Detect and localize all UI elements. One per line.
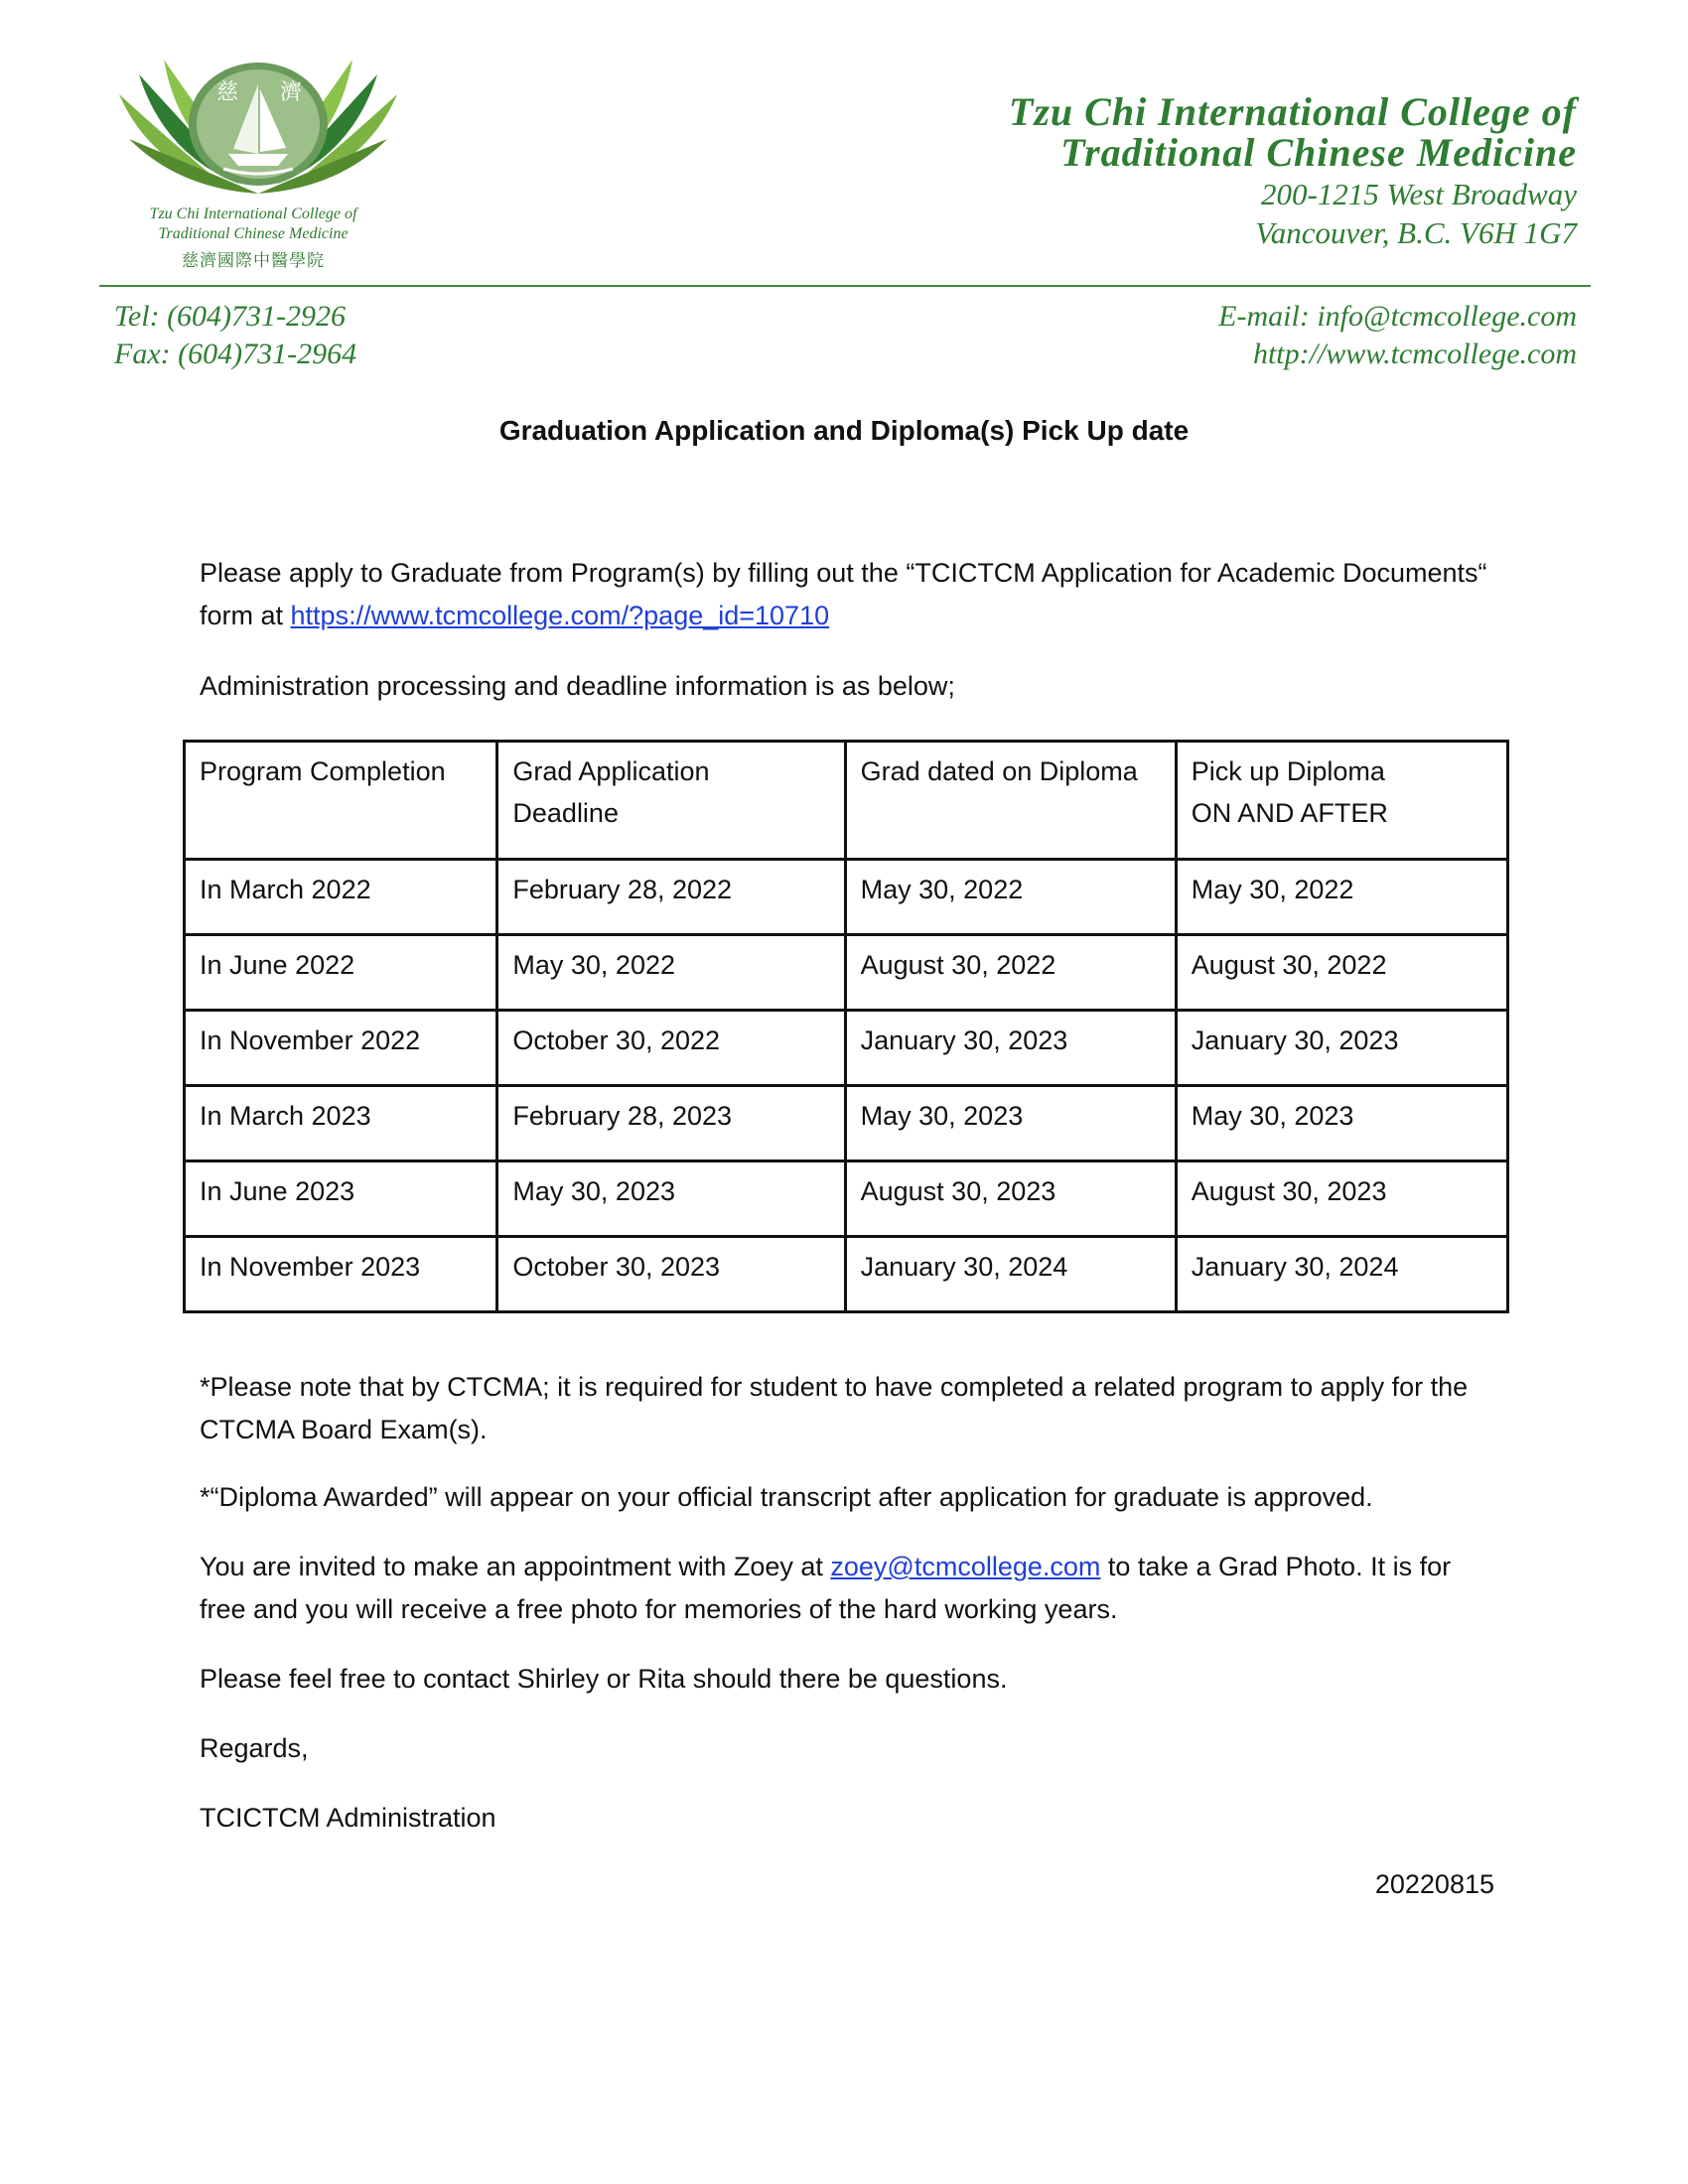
- table-row: [185, 1237, 1508, 1312]
- table-cell: August 30, 2022: [1176, 935, 1507, 1011]
- table-cell: In November 2023: [185, 1237, 497, 1312]
- intro-text: Please apply to Graduate from Program(s) by filling out the “TCICTCM Application for Academic Documents“ form at: [200, 558, 1487, 630]
- header-program-completion: Program Completion: [185, 742, 497, 860]
- table-row: [185, 1011, 1508, 1086]
- table-row: [185, 1086, 1508, 1161]
- table-cell: May 30, 2023: [1176, 1086, 1507, 1161]
- college-logo: [109, 55, 407, 273]
- header-pick-up-diploma: [1176, 742, 1507, 860]
- deadline-table: [183, 740, 1509, 1313]
- svg-text:濟: 濟: [280, 80, 303, 105]
- table-cell: February 28, 2023: [497, 1086, 845, 1161]
- table-cell: May 30, 2022: [1176, 860, 1507, 935]
- logo-name-line2: Traditional Chinese Medicine: [158, 225, 349, 242]
- header-line: Pick up Diploma: [1191, 756, 1385, 786]
- table-cell: In March 2022: [185, 860, 497, 935]
- regards-line: Regards,: [200, 1733, 309, 1763]
- table-cell: January 30, 2023: [845, 1011, 1176, 1086]
- header-line: Grad Application: [512, 756, 710, 786]
- logo-name-line1: Tzu Chi International College of: [149, 205, 357, 222]
- contact-note: Please feel free to contact Shirley or Rita should there be questions.: [200, 1664, 1008, 1694]
- table-cell: August 30, 2023: [1176, 1161, 1507, 1237]
- table-cell: January 30, 2024: [1176, 1237, 1507, 1312]
- address-line1: 200-1215 West Broadway: [1260, 177, 1577, 211]
- address-line2: Vancouver, B.C. V6H 1G7: [1255, 215, 1577, 250]
- table-cell: May 30, 2022: [845, 860, 1176, 935]
- grad-photo-note: [200, 1546, 1490, 1631]
- photo-text-before: You are invited to make an appointment with Zoey at: [200, 1552, 831, 1581]
- table-row: [185, 1161, 1508, 1237]
- table-cell: August 30, 2023: [845, 1161, 1176, 1237]
- intro-paragraph: [200, 552, 1490, 637]
- header-line: ON AND AFTER: [1191, 798, 1388, 828]
- header-line: Deadline: [512, 798, 619, 828]
- svg-text:慈: 慈: [216, 80, 239, 105]
- email-address: E-mail: info@tcmcollege.com: [1218, 300, 1577, 333]
- table-cell: February 28, 2022: [497, 860, 845, 935]
- table-cell: October 30, 2023: [497, 1237, 845, 1312]
- header-grad-application-deadline: [497, 742, 845, 860]
- table-cell: In June 2022: [185, 935, 497, 1011]
- table-cell: January 30, 2024: [845, 1237, 1176, 1312]
- table-cell: May 30, 2023: [845, 1086, 1176, 1161]
- signature-line: TCICTCM Administration: [200, 1803, 496, 1833]
- table-row: [185, 935, 1508, 1011]
- website-address: http://www.tcmcollege.com: [1252, 338, 1577, 370]
- table-row: [185, 860, 1508, 935]
- document-title: Graduation Application and Diploma(s) Pick Up date: [498, 415, 1190, 446]
- college-name: [1009, 91, 1577, 173]
- application-form-link[interactable]: https://www.tcmcollege.com/?page_id=10710: [290, 601, 830, 630]
- online-contacts: [1218, 298, 1577, 373]
- diploma-awarded-note: *“Diploma Awarded” will appear on your official transcript after application for graduate is approved.: [200, 1482, 1373, 1512]
- phone-contacts: [114, 298, 356, 373]
- table-cell: January 30, 2023: [1176, 1011, 1507, 1086]
- fax-number: Fax: (604)731-2964: [114, 338, 357, 370]
- photo-text-after: to take a Grad Photo. It is for free and you will receive a free photo for memories of the hard working years.: [200, 1552, 1452, 1624]
- ctcma-note: *Please note that by CTCMA; it is required for student to have completed a related program to apply for the CTCMA Board Exam(s).: [200, 1372, 1469, 1444]
- table-cell: May 30, 2023: [497, 1161, 845, 1237]
- table-cell: In March 2023: [185, 1086, 497, 1161]
- college-name-line2: Traditional Chinese Medicine: [1060, 130, 1577, 175]
- college-address: [1255, 175, 1577, 252]
- header-grad-dated-on-diploma: Grad dated on Diploma: [845, 742, 1176, 860]
- table-cell: In June 2023: [185, 1161, 497, 1237]
- table-cell: May 30, 2022: [497, 935, 845, 1011]
- table-cell: In November 2022: [185, 1011, 497, 1086]
- college-name-line1: Tzu Chi International College of: [1008, 89, 1577, 134]
- document-number: 20220815: [1374, 1869, 1494, 1899]
- zoey-email-link[interactable]: zoey@tcmcollege.com: [830, 1552, 1101, 1581]
- tel-number: Tel: (604)731-2926: [114, 300, 347, 333]
- header-divider: [99, 285, 1591, 287]
- lotus-emblem-icon: [109, 55, 407, 213]
- table-cell: October 30, 2022: [497, 1011, 845, 1086]
- logo-name-chinese: 慈濟國際中醫學院: [182, 251, 325, 270]
- table-cell: August 30, 2022: [845, 935, 1176, 1011]
- processing-note: Administration processing and deadline information is as below;: [200, 671, 955, 701]
- table-header-row: [185, 742, 1508, 860]
